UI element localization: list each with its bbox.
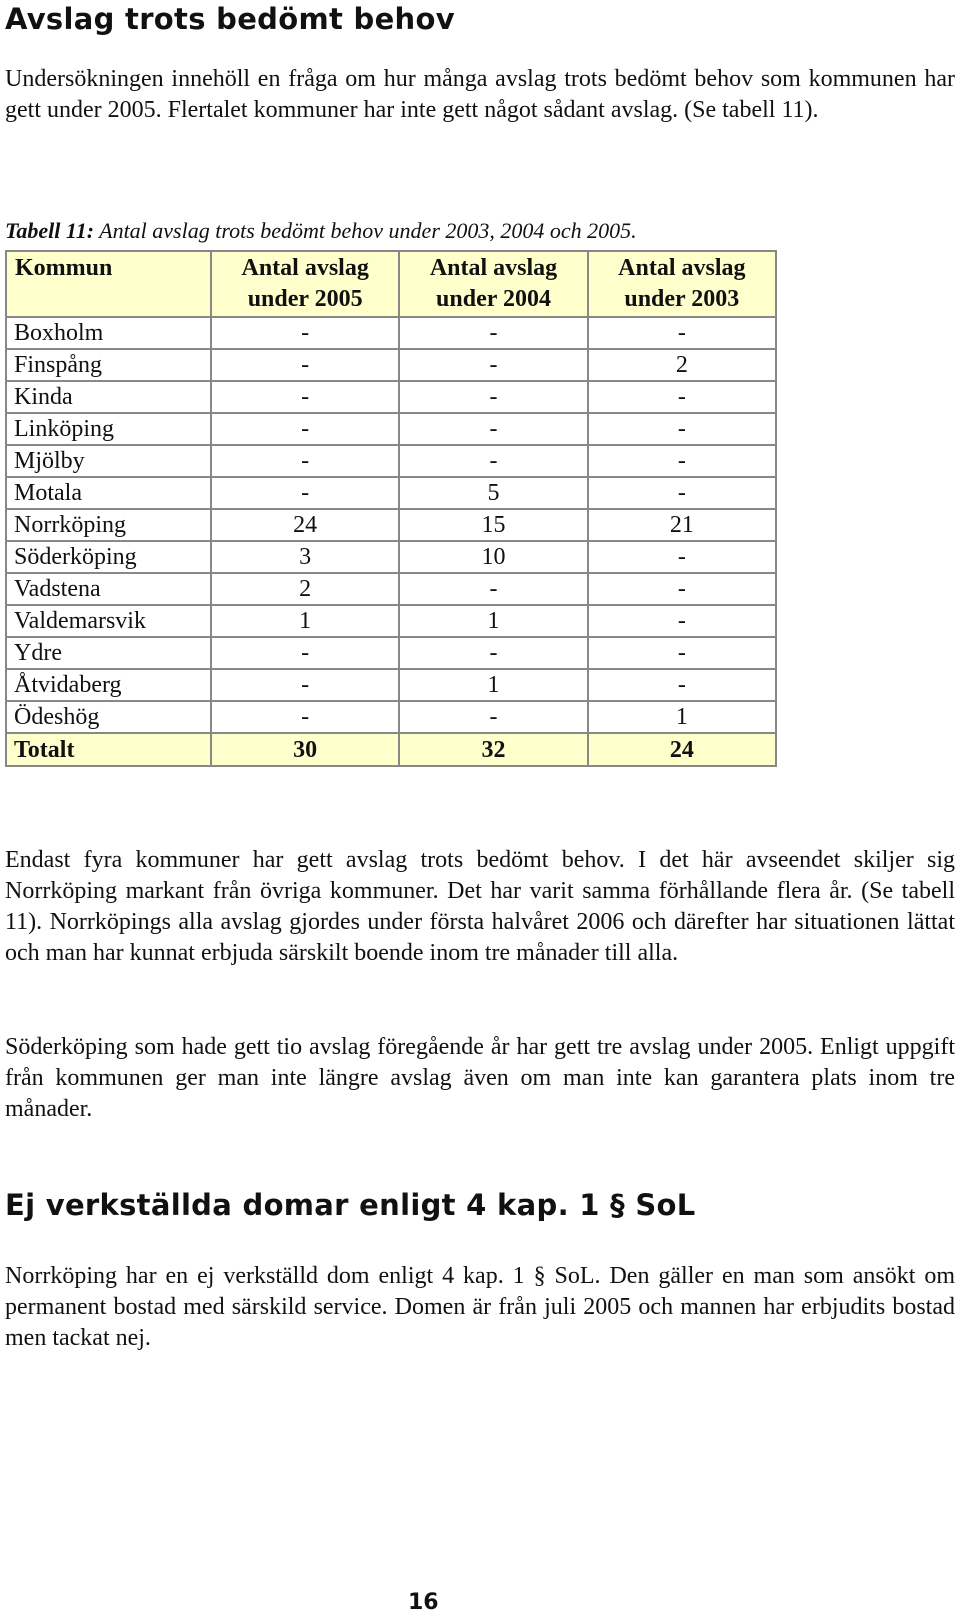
header-2003: Antal avslag under 2003 — [588, 251, 776, 317]
section-heading: Avslag trots bedömt behov — [5, 2, 455, 36]
paragraph-soderkoping: Söderköping som hade gett tio avslag föregående år har gett tre avslag under 2005. Enligt uppgift från kommunen ger man inte längre avslag även om man inte kan garantera plats inom tre månader. — [5, 1034, 955, 1122]
table-row: Linköping - - - — [6, 413, 776, 445]
table-row: Mjölby - - - — [6, 445, 776, 477]
table-row: Boxholm - - - — [6, 317, 776, 349]
table-row: Vadstena 2 - - — [6, 573, 776, 605]
table-row: Åtvidaberg - 1 - — [6, 669, 776, 701]
avslag-table — [5, 250, 777, 767]
table-row: Motala - 5 - — [6, 477, 776, 509]
table-total-row: Totalt 30 32 24 — [6, 733, 776, 766]
table-row: Finspång - - 2 — [6, 349, 776, 381]
table-row: Ydre - - - — [6, 637, 776, 669]
table-row: Valdemarsvik 1 1 - — [6, 605, 776, 637]
table-header-row — [6, 251, 776, 317]
table-caption-label: Tabell 11: — [5, 218, 95, 243]
intro-paragraph: Undersökningen innehöll en fråga om hur många avslag trots bedömt behov som kommunen har gett under 2005. Flertalet kommuner har inte gett något sådant avslag. (Se tabell 11). — [5, 66, 955, 123]
table-row: Ödeshög - - 1 — [6, 701, 776, 733]
table-row: Kinda - - - — [6, 381, 776, 413]
header-2005: Antal avslag under 2005 — [211, 251, 399, 317]
table-caption-text: Antal avslag trots bedömt behov under 2003, 2004 och 2005. — [94, 218, 637, 243]
page-number: 16 — [408, 1590, 439, 1615]
section-heading-domar: Ej verkställda domar enligt 4 kap. 1 § SoL — [5, 1188, 696, 1222]
paragraph-analysis: Endast fyra kommuner har gett avslag trots bedömt behov. I det här avseendet skiljer sig Norrköping markant från övriga kommuner. Det har varit samma förhållande flera år. (Se tabell 11). Norrköpings alla avslag gjordes under första halvåret 2006 och därefter har situationen lättat och man har kunnat erbjuda särskilt boende inom tre månader till alla. — [5, 847, 955, 966]
paragraph-domar: Norrköping har en ej verkställd dom enligt 4 kap. 1 § SoL. Den gäller en man som ansökt om permanent bostad med särskild service. Domen är från juli 2005 och mannen har erbjudits bostad men tackat nej. — [5, 1263, 955, 1351]
table-caption — [5, 218, 637, 244]
table-row: Söderköping 3 10 - — [6, 541, 776, 573]
header-kommun: Kommun — [6, 251, 211, 317]
header-2004: Antal avslag under 2004 — [399, 251, 587, 317]
table-row: Norrköping 24 15 21 — [6, 509, 776, 541]
